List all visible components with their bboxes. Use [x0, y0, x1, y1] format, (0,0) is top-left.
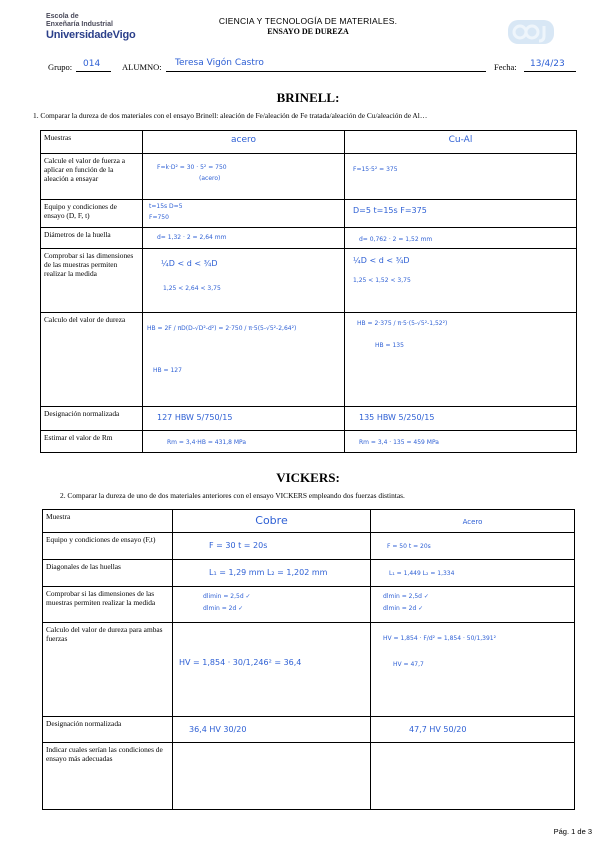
answer-cell[interactable]: [371, 587, 575, 623]
handwritten-answer: D=5 t=15s F=375: [353, 206, 427, 215]
handwritten-answer: F=750: [149, 214, 169, 221]
answer-cell[interactable]: [143, 313, 345, 407]
university-logo: [46, 13, 156, 41]
answer-cell[interactable]: [143, 200, 345, 228]
handwritten-answer: 36,4 HV 30/20: [189, 725, 247, 734]
handwritten-answer: ¼D < d < ¾D: [161, 259, 218, 268]
answer-cell[interactable]: [345, 131, 577, 154]
student-fields: [48, 58, 578, 74]
table-row: [41, 313, 577, 407]
row-label: Estimar el valor de Rm: [41, 431, 143, 453]
answer-cell[interactable]: [143, 154, 345, 200]
row-label: Comprobar si las dimensiones de las muestras permiten realizar la medida: [41, 249, 143, 313]
answer-cell[interactable]: [345, 249, 577, 313]
handwritten-answer: F = 50 t = 20s: [387, 543, 431, 550]
table-row: [43, 743, 575, 810]
answer-cell[interactable]: [345, 431, 577, 453]
row-label: Designación normalizada: [43, 717, 173, 743]
row-label: Calcule el valor de fuerza a aplicar en función de la aleación a ensayar: [41, 154, 143, 200]
answer-cell[interactable]: [173, 587, 371, 623]
handwritten-answer: F = 30 t = 20s: [209, 541, 268, 550]
answer-cell[interactable]: [345, 200, 577, 228]
handwritten-answer: Rm = 3,4·HB = 431,8 MPa: [167, 439, 247, 446]
table-row: [41, 154, 577, 200]
row-label: Diagonales de las huellas: [43, 560, 173, 587]
fecha-label: Fecha:: [494, 62, 517, 72]
answer-cell[interactable]: [173, 623, 371, 717]
table-row: [41, 200, 577, 228]
answer-cell[interactable]: [345, 154, 577, 200]
handwritten-answer: 1,25 < 2,64 < 3,75: [163, 285, 221, 292]
table-row: [41, 249, 577, 313]
handwritten-answer: HV = 47,7: [393, 661, 424, 668]
answer-cell[interactable]: [345, 313, 577, 407]
brinell-question: 1. Comparar la dureza de dos materiales con el ensayo Brinell: aleación de Fe/aleación de Fe tratada/aleación de Cu/aleación de Al…: [33, 111, 428, 120]
page-number: Pág. 1 de 3: [553, 827, 592, 836]
handwritten-answer: ¼D < d < ¾D: [353, 256, 410, 265]
answer-cell[interactable]: [173, 717, 371, 743]
table-row: [41, 407, 577, 431]
handwritten-answer: 127 HBW 5/750/15: [157, 413, 233, 422]
handwritten-answer: Rm = 3,4 · 135 = 459 MPa: [359, 439, 439, 446]
vickers-question: 2. Comparar la dureza de uno de dos materiales anteriores con el ensayo VICKERS empleando dos fuerzas distintas.: [60, 491, 405, 500]
handwritten-answer: d= 0,762 · 2 = 1,52 mm: [359, 236, 433, 243]
answer-cell[interactable]: [371, 717, 575, 743]
answer-cell[interactable]: [143, 249, 345, 313]
table-row: [41, 131, 577, 154]
answer-cell[interactable]: [143, 228, 345, 249]
handwritten-answer: HV = 1,854 · F/d² = 1,854 · 50/1,391²: [383, 635, 497, 642]
row-label: Diámetros de la huella: [41, 228, 143, 249]
handwritten-answer: dlimin = 2,5d ✓: [203, 593, 251, 600]
column-header: Acero: [462, 518, 483, 526]
handwritten-answer: dlmin = 2,5d ✓: [383, 593, 429, 600]
school-line1: Escola de: [46, 13, 79, 20]
alumno-label: ALUMNO:: [122, 62, 162, 72]
answer-cell[interactable]: [345, 407, 577, 431]
table-row: [43, 533, 575, 560]
row-label: Calculo del valor de dureza para ambas fuerzas: [43, 623, 173, 717]
brinell-table: [40, 130, 577, 453]
handwritten-answer: L₁ = 1,29 mm L₂ = 1,202 mm: [209, 568, 328, 577]
eei-logo-icon: [508, 18, 554, 46]
column-header: Cu-Al: [448, 135, 473, 145]
answer-cell[interactable]: [173, 743, 371, 810]
row-label: Designación normalizada: [41, 407, 143, 431]
handwritten-answer: L₁ = 1,449 L₂ = 1,334: [389, 570, 455, 577]
column-header: acero: [230, 135, 256, 145]
grupo-value[interactable]: 014: [83, 59, 101, 69]
handwritten-answer: HV = 1,854 · 30/1,246² = 36,4: [179, 658, 302, 667]
alumno-value[interactable]: Teresa Vigón Castro: [175, 58, 264, 68]
handwritten-answer: d= 1,32 · 2 = 2,64 mm: [157, 234, 227, 241]
column-header: Cobre: [255, 514, 288, 527]
row-label: Equipo y condiciones de ensayo (F,t): [43, 533, 173, 560]
row-label: Muestra: [43, 510, 173, 533]
handwritten-answer: 47,7 HV 50/20: [409, 725, 467, 734]
handwritten-answer: t=15s D=5: [149, 203, 183, 210]
table-row: [43, 560, 575, 587]
row-label: Comprobar si las dimensiones de las muestras permiten realizar la medida: [43, 587, 173, 623]
answer-cell[interactable]: [371, 533, 575, 560]
table-row: [43, 717, 575, 743]
handwritten-answer: F=k·D² = 30 · 5² = 750: [157, 164, 227, 171]
answer-cell[interactable]: [173, 533, 371, 560]
answer-cell[interactable]: [345, 228, 577, 249]
school-line2: Enxeñaría Industrial: [46, 21, 113, 28]
course-title: CIENCIA Y TECNOLOGÍA DE MATERIALES.: [218, 16, 398, 26]
row-label: Muestras: [41, 131, 143, 154]
test-title: ENSAYO DE DUREZA: [267, 27, 349, 36]
handwritten-answer: dlmin = 2d ✓: [383, 605, 424, 612]
handwritten-answer: 135 HBW 5/250/15: [359, 413, 435, 422]
handwritten-answer: HB = 135: [375, 342, 404, 349]
answer-cell[interactable]: [143, 131, 345, 154]
university-name: UniversidadeVigo: [46, 29, 136, 41]
brinell-title: BRINELL:: [276, 90, 340, 105]
handwritten-answer: (acero): [199, 175, 221, 182]
handwritten-answer: F=15·5² = 375: [353, 166, 398, 173]
row-label: Calculo del valor de dureza: [41, 313, 143, 407]
row-label: Equipo y condiciones de ensayo (D, F, t): [41, 200, 143, 228]
handwritten-answer: dlmin = 2d ✓: [203, 605, 244, 612]
row-label: Indicar cuales serían las condiciones de ensayo más adecuadas: [43, 743, 173, 810]
answer-cell[interactable]: [371, 510, 575, 533]
answer-cell[interactable]: [371, 743, 575, 810]
table-row: [41, 228, 577, 249]
handwritten-answer: 1,25 < 1,52 < 3,75: [353, 277, 411, 284]
vickers-table: [42, 509, 575, 810]
vickers-title: VICKERS:: [276, 470, 340, 485]
fecha-value[interactable]: 13/4/23: [530, 59, 565, 69]
table-row: [41, 431, 577, 453]
answer-cell[interactable]: [371, 560, 575, 587]
table-row: [43, 623, 575, 717]
answer-cell[interactable]: [173, 510, 371, 533]
answer-cell[interactable]: [173, 560, 371, 587]
table-row: [43, 587, 575, 623]
answer-cell[interactable]: [371, 623, 575, 717]
table-row: [43, 510, 575, 533]
handwritten-answer: HB = 2·375 / π·5·(5-√5²-1,52²): [357, 320, 448, 327]
handwritten-answer: HB = 127: [153, 367, 182, 374]
answer-cell[interactable]: [143, 407, 345, 431]
grupo-label: Grupo:: [48, 62, 73, 72]
handwritten-answer: HB = 2F / πD(D-√D²-d²) = 2·750 / π·5(5-√5²-2,64²): [147, 325, 297, 332]
answer-cell[interactable]: [143, 431, 345, 453]
